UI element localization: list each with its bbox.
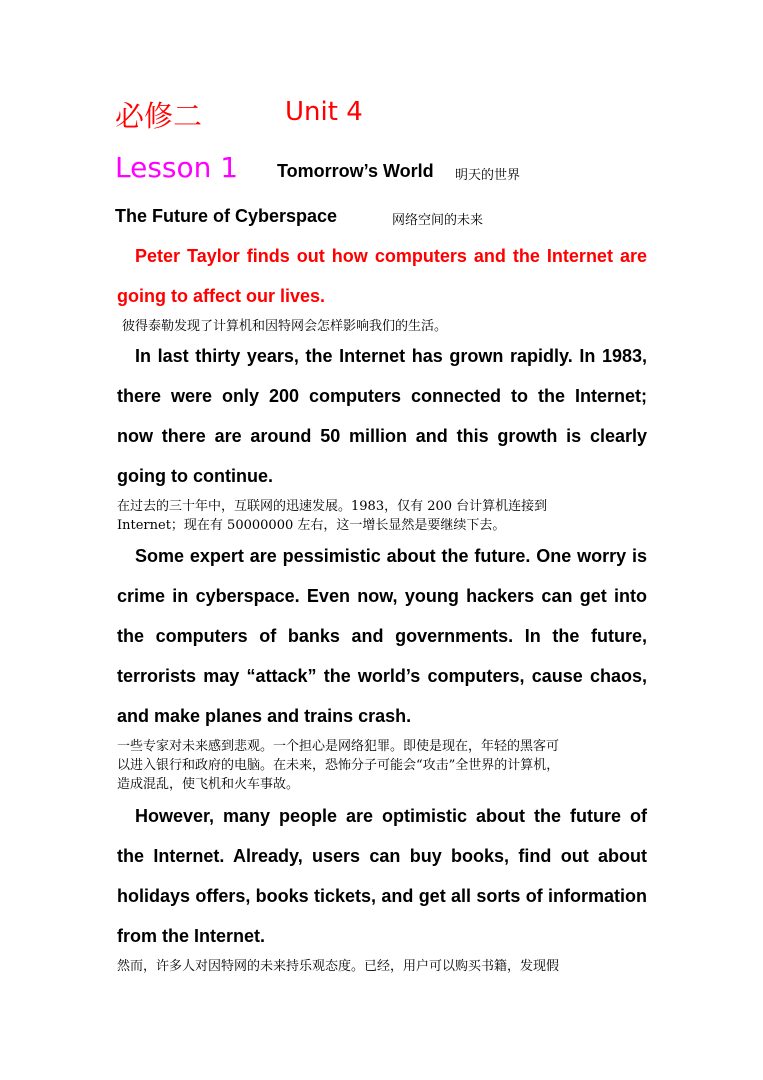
paragraph-line: holidays offers, books tickets, and get all sorts of information	[117, 886, 647, 906]
paragraph-line: now there are around 50 million and this growth is clearly	[117, 426, 647, 446]
article-title-cn: 网络空间的未来	[392, 213, 484, 228]
paragraph-line: Some expert are pessimistic about the future. One worry is	[135, 546, 647, 566]
paragraph-line: the computers of banks and governments. In the future,	[117, 626, 647, 646]
paragraph-line: there were only 200 computers connected to the Internet;	[117, 386, 647, 406]
paragraph-line: and make planes and trains crash.	[117, 706, 412, 726]
paragraph-translation: 以进入银行和政府的电脑。在未来，恐怖分子可能会“攻击”全世界的计算机，	[117, 758, 560, 773]
paragraph-translation: 然而，许多人对因特网的未来持乐观态度。已经，用户可以购买书籍，发现假	[117, 959, 560, 974]
intro-line: going to affect our lives.	[117, 286, 326, 306]
book-title: 必修二	[115, 99, 203, 133]
article-title-en: The Future of Cyberspace	[115, 206, 338, 226]
paragraph-translation: Internet；现在有 50000000 左右，这一增长显然是要继续下去。	[117, 518, 506, 533]
lesson-title-cn: 明天的世界	[455, 168, 521, 183]
lesson-title: Lesson 1	[115, 151, 239, 184]
lesson-title-en: Tomorrow’s World	[277, 161, 434, 181]
unit-title: Unit 4	[285, 97, 363, 127]
paragraph-line: crime in cyberspace. Even now, young hackers can get into	[117, 586, 647, 606]
intro-line: Peter Taylor finds out how computers and the Internet are	[135, 246, 647, 266]
paragraph-line: from the Internet.	[117, 926, 266, 946]
paragraph-translation: 一些专家对未来感到悲观。一个担心是网络犯罪。即使是现在，年轻的黑客可	[117, 739, 560, 754]
paragraph-translation: 造成混乱，使飞机和火车事故。	[117, 777, 300, 792]
paragraph-line: the Internet. Already, users can buy books, find out about	[117, 846, 647, 866]
paragraph-translation: 在过去的三十年中，互联网的迅速发展。1983，仅有 200 台计算机连接到	[117, 499, 548, 514]
paragraph-line: In last thirty years, the Internet has grown rapidly. In 1983,	[135, 346, 647, 366]
paragraph-line: going to continue.	[117, 466, 273, 486]
paragraph-line: However, many people are optimistic about the future of	[135, 806, 647, 826]
intro-translation: 彼得泰勒发现了计算机和因特网会怎样影响我们的生活。	[122, 319, 448, 334]
paragraph-line: terrorists may “attack” the world’s computers, cause chaos,	[117, 666, 647, 686]
